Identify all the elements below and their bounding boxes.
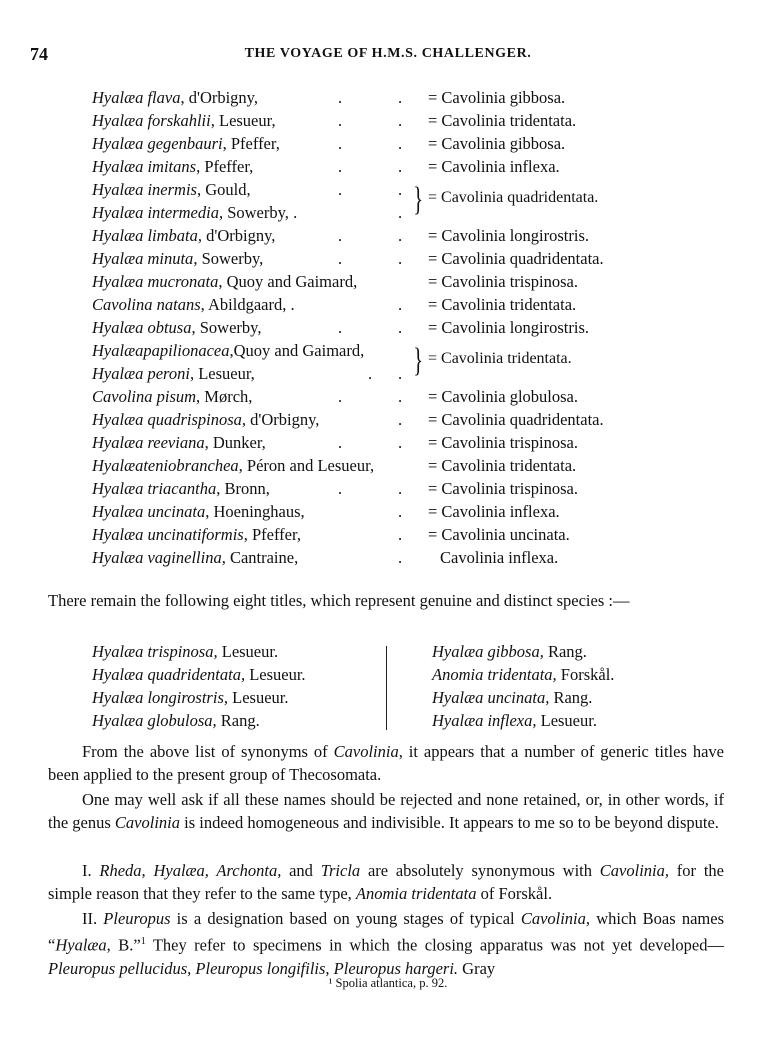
list-item xyxy=(92,665,306,688)
species: imitans xyxy=(147,157,197,176)
author: Lesueur. xyxy=(249,665,306,684)
remaining-left-column xyxy=(92,642,306,734)
synonym-target: = Cavolinia inflexa. xyxy=(428,502,560,521)
author: Rang. xyxy=(547,642,587,661)
synonym-row: Hyalæa limbata, d'Orbigny, . . = Cavolinia longirostris. xyxy=(92,226,590,245)
synonym-row: Hyalæa flava, d'Orbigny, . . = Cavolinia gibbosa. xyxy=(92,88,566,107)
species: flava xyxy=(147,88,181,107)
paragraph-synonyms-list: From the above list of synonyms of Cavolinia, it appears that a number of generic titles have been applied to the present group of Thecosomata. xyxy=(48,742,724,784)
remaining-right-column xyxy=(432,642,614,734)
running-title: THE VOYAGE OF H.M.S. CHALLENGER. xyxy=(244,46,532,61)
species-name: Hyalæa gibbosa, xyxy=(432,642,544,661)
author: Pfeffer, xyxy=(204,157,254,176)
species: minuta xyxy=(147,249,194,268)
author: Sowerby, xyxy=(227,203,289,222)
synonym-target: = Cavolinia gibbosa. xyxy=(428,88,566,107)
running-header xyxy=(30,44,746,66)
genus: Hyalæa xyxy=(92,364,144,383)
author: Sowerby, xyxy=(199,318,262,337)
species: teniobranchea xyxy=(143,456,239,475)
synonym-row: Hyalæa gegenbauri, Pfeffer, . . = Cavolinia gibbosa. xyxy=(92,134,566,153)
column-divider xyxy=(386,646,387,730)
footnote: ¹ Spolia atlantica, p. 92. xyxy=(328,976,448,990)
author: d'Orbigny, xyxy=(206,226,276,245)
author: Lesueur. xyxy=(221,642,279,661)
genus: Hyalæa xyxy=(92,272,144,291)
page-number: 74 xyxy=(30,44,48,64)
author: Lesueur, xyxy=(198,364,255,383)
synonym-target: = Cavolinia globulosa. xyxy=(428,387,578,406)
list-item xyxy=(432,642,614,665)
synonym-target: = Cavolinia trispinosa. xyxy=(428,433,578,452)
species: pisum xyxy=(156,387,197,406)
paragraph-point-two: II. Pleuropus is a designation based on young stages of typical Cavolinia, which Boas names “Hyalæa, B.”$^1$ They refer to specimens in which the closing apparatus was not yet developed—Pleuropus pellucidus, Pleuropus longifilis, Pleuropus hargeri. Gray xyxy=(48,909,724,978)
synonym-row: Hyalæa imitans, Pfeffer, . . = Cavolinia inflexa. xyxy=(92,157,560,176)
author: Dunker, xyxy=(212,433,266,452)
synonym-target: = Cavolinia trispinosa. xyxy=(428,479,578,498)
author: Lesueur. xyxy=(232,688,289,707)
genus: Hyalæa xyxy=(92,111,144,130)
species-name: Hyalæa trispinosa, xyxy=(92,642,218,661)
author: Hoeninghaus, xyxy=(213,502,305,521)
genus: Hyalæa xyxy=(92,157,144,176)
synonym-group xyxy=(92,339,732,385)
grouping-brace: } xyxy=(413,181,424,218)
author: Lesueur. xyxy=(540,711,597,730)
genus: Hyalæa xyxy=(92,180,144,199)
genus: Hyalæa xyxy=(92,88,144,107)
synonym-row: Cavolina pisum, Mørch, . . = Cavolinia globulosa. xyxy=(92,387,578,406)
synonym-row: Hyalæa peroni, Lesueur, . . xyxy=(92,364,403,383)
synonym-row: Hyalæapapilionacea,Quoy and Gaimard, xyxy=(92,341,365,360)
genus: Hyalæa xyxy=(92,433,144,452)
species-name: Anomia tridentata, xyxy=(432,665,557,684)
genus: Hyalæa xyxy=(92,525,144,544)
genus: Hyalæa xyxy=(92,226,144,245)
list-item xyxy=(92,688,306,711)
genus: Hyalæa xyxy=(92,479,144,498)
genus: Cavolina xyxy=(92,387,153,406)
genus: Hyalæa xyxy=(92,318,144,337)
author: Mørch, xyxy=(204,387,253,406)
author: Pfeffer, xyxy=(230,134,280,153)
author: Abildgaard, xyxy=(207,295,287,314)
author: Sowerby, xyxy=(201,249,264,268)
author: Rang. xyxy=(553,688,593,707)
species: papilionacea xyxy=(143,341,230,360)
synonym-row: Hyalæateniobranchea, Péron and Lesueur, = Cavolinia tridentata. xyxy=(92,456,577,475)
paragraph-point-one: I. Rheda, Hyalæa, Archonta, and Tricla are absolutely synonymous with Cavolinia, for the simple reason that they refer to the same type, Anomia tridentata of Forskål. xyxy=(48,861,724,903)
synonym-target: = Cavolinia longirostris. xyxy=(428,226,590,245)
genus: Cavolina xyxy=(92,295,153,314)
author: Pfeffer, xyxy=(251,525,301,544)
list-item xyxy=(432,711,614,734)
grouping-brace: } xyxy=(413,342,424,379)
author: d'Orbigny, xyxy=(188,88,258,107)
species-name: Hyalæa quadridentata, xyxy=(92,665,246,684)
author: Forskål. xyxy=(560,665,615,684)
synonym-target: = Cavolinia longirostris. xyxy=(428,318,590,337)
author: d'Orbigny, xyxy=(250,410,320,429)
synonym-row: Hyalæa minuta, Sowerby, . . = Cavolinia quadridentata. xyxy=(92,249,604,268)
genus: Hyalæa xyxy=(92,249,144,268)
synonym-target: Cavolinia inflexa. xyxy=(440,548,559,567)
species: natans xyxy=(156,295,201,314)
list-item xyxy=(92,642,306,665)
species-name: Hyalæa uncinata, xyxy=(432,688,550,707)
author: Quoy and Gaimard, xyxy=(226,272,358,291)
synonym-target: = Cavolinia tridentata. xyxy=(428,350,572,367)
synonym-target: = Cavolinia tridentata. xyxy=(428,295,577,314)
synonym-target: = Cavolinia inflexa. xyxy=(428,157,560,176)
remaining-species xyxy=(92,642,652,734)
synonym-target: = Cavolinia tridentata. xyxy=(428,111,577,130)
species: mucronata xyxy=(147,272,219,291)
species: uncinata xyxy=(147,502,206,521)
synonym-target: = Cavolinia uncinata. xyxy=(428,525,570,544)
synonym-row: Hyalæa intermedia, Sowerby, . . xyxy=(92,203,403,222)
author: Cantraine, xyxy=(229,548,299,567)
author: Rang. xyxy=(220,711,260,730)
species: inermis xyxy=(147,180,197,199)
list-item xyxy=(432,688,614,711)
synonym-target: = Cavolinia quadridentata. xyxy=(428,410,604,429)
list-item xyxy=(432,665,614,688)
author: Gould, xyxy=(205,180,251,199)
synonym-target: = Cavolinia quadridentata. xyxy=(428,189,599,206)
author: Lesueur, xyxy=(218,111,276,130)
genus: Hyalæa xyxy=(92,456,144,475)
synonym-target: = Cavolinia gibbosa. xyxy=(428,134,566,153)
remain-intro: There remain the following eight titles, which represent genuine and distinct species :— xyxy=(48,591,630,610)
genus: Hyalæa xyxy=(92,410,144,429)
synonym-group xyxy=(92,178,732,224)
genus: Hyalæa xyxy=(92,548,144,567)
synonym-row: Hyalæa mucronata, Quoy and Gaimard, = Cavolinia trispinosa. xyxy=(92,272,578,291)
species: vaginellina xyxy=(147,548,222,567)
synonym-target: = Cavolinia tridentata. xyxy=(428,456,577,475)
synonym-row: Hyalæa vaginellina, Cantraine, . Cavolinia inflexa. xyxy=(92,548,559,567)
footnote-marker: 1 xyxy=(140,936,146,947)
species: forskahlii xyxy=(147,111,211,130)
synonym-row: Hyalæa reeviana, Dunker, . . = Cavolinia trispinosa. xyxy=(92,433,578,452)
species: peroni xyxy=(147,364,190,383)
paragraph-question: One may well ask if all these names should be rejected and none retained, or, in other words, if the genus Cavolinia is indeed homogeneous and indivisible. It appears to me so to be beyond dispute. xyxy=(48,790,724,832)
species: intermedia xyxy=(147,203,219,222)
species: obtusa xyxy=(147,318,192,337)
author: Bronn, xyxy=(224,479,270,498)
author: Quoy and Gaimard, xyxy=(233,341,365,360)
synonym-row: Hyalæa obtusa, Sowerby, . . = Cavolinia longirostris. xyxy=(92,318,590,337)
synonym-list xyxy=(92,86,732,569)
species: limbata xyxy=(147,226,198,245)
synonym-row: Cavolina natans, Abildgaard, . . = Cavolinia tridentata. xyxy=(92,295,577,314)
synonym-row: Hyalæa quadrispinosa, d'Orbigny, . = Cavolinia quadridentata. xyxy=(92,410,604,429)
list-item xyxy=(92,711,306,734)
author: Péron and Lesueur, xyxy=(246,456,375,475)
species-name: Hyalæa longirostris, xyxy=(92,688,228,707)
synonym-row: Hyalæa uncinatiformis, Pfeffer, . = Cavolinia uncinata. xyxy=(92,525,570,544)
species: reeviana xyxy=(147,433,205,452)
species: triacantha xyxy=(147,479,217,498)
synonym-target: = Cavolinia trispinosa. xyxy=(428,272,578,291)
species-name: Hyalæa inflexa, xyxy=(432,711,537,730)
synonym-target: = Cavolinia quadridentata. xyxy=(428,249,604,268)
synonym-row: Hyalæa forskahlii, Lesueur, . . = Cavolinia tridentata. xyxy=(92,111,577,130)
species: uncinatiformis xyxy=(147,525,244,544)
synonym-row: Hyalæa inermis, Gould, . . xyxy=(92,180,403,199)
species: gegenbauri xyxy=(147,134,223,153)
species-name: Hyalæa globulosa, xyxy=(92,711,217,730)
genus: Hyalæa xyxy=(92,134,144,153)
genus: Hyalæa xyxy=(92,203,144,222)
genus: Hyalæa xyxy=(92,341,144,360)
synonym-row: Hyalæa uncinata, Hoeninghaus, . = Cavolinia inflexa. xyxy=(92,502,560,521)
genus: Hyalæa xyxy=(92,502,144,521)
species: quadrispinosa xyxy=(147,410,242,429)
synonym-row: Hyalæa triacantha, Bronn, . . = Cavolinia trispinosa. xyxy=(92,479,578,498)
